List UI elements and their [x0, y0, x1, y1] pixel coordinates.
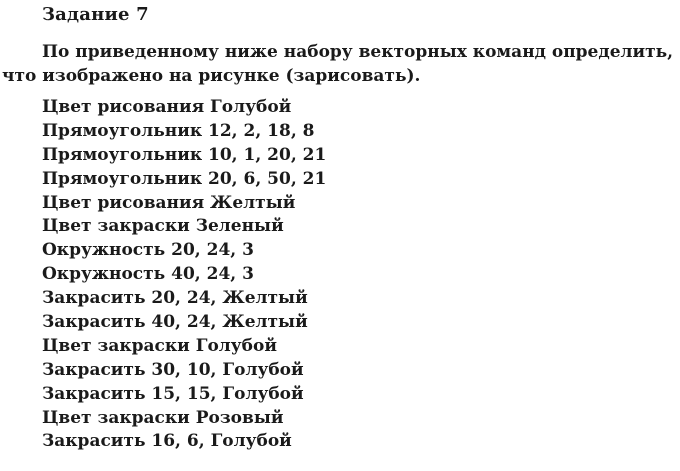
command-line: Цвет закраски Голубой — [42, 335, 277, 356]
command-line: Закрасить 30, 10, Голубой — [42, 359, 304, 380]
command-line: Прямоугольник 10, 1, 20, 21 — [42, 144, 327, 165]
command-line: Прямоугольник 20, 6, 50, 21 — [42, 168, 327, 189]
vector-command-list — [42, 96, 326, 454]
task-instructions — [0, 40, 672, 88]
instructions-line-2: что изображено на рисунке (зарисовать). — [2, 66, 421, 86]
command-line: Окружность 40, 24, 3 — [42, 264, 254, 285]
command-line: Цвет рисования Желтый — [42, 192, 296, 213]
command-line: Закрасить 40, 24, Желтый — [42, 312, 308, 333]
command-line: Цвет закраски Зеленый — [42, 216, 284, 237]
command-line: Окружность 20, 24, 3 — [42, 240, 254, 261]
command-line: Цвет рисования Голубой — [42, 97, 292, 117]
command-line: Закрасить 16, 6, Голубой — [42, 431, 292, 452]
command-line: Прямоугольник 12, 2, 18, 8 — [42, 120, 315, 141]
command-line: Закрасить 20, 24, Желтый — [42, 288, 308, 309]
instructions-line-1: По приведенному ниже набору векторных команд определить, — [42, 42, 674, 62]
command-line: Закрасить 15, 15, Голубой — [42, 383, 304, 404]
command-line: Цвет закраски Розовый — [42, 407, 284, 428]
task-title: Задание 7 — [42, 4, 149, 25]
